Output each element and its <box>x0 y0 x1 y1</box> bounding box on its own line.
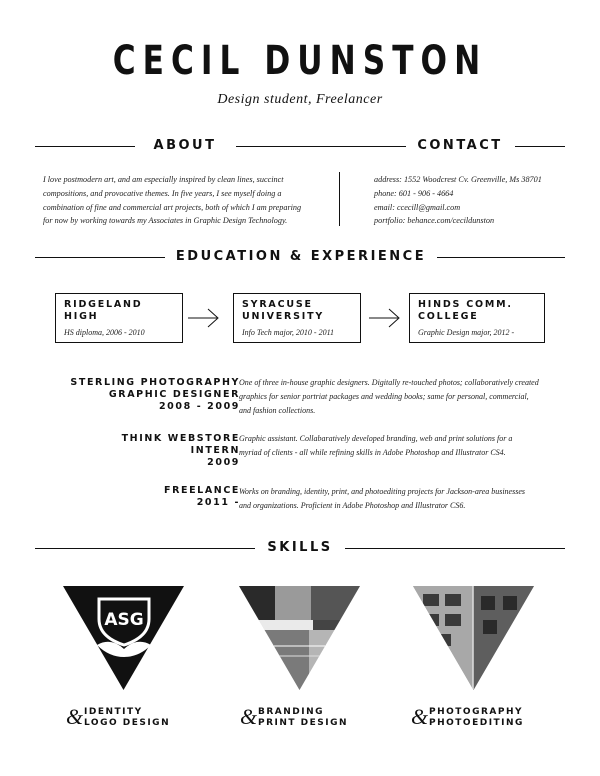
experience-dates: 2008 - 2009 <box>158 401 240 412</box>
contact-address: address: 1552 Woodcrest Cv. Greenville, Ms 38701 <box>374 175 542 184</box>
experience-desc-sterling <box>239 376 559 418</box>
contact-text <box>374 173 584 228</box>
experience-desc-line: One of three in-house graphic designers. Digitally re-touched photos; collaboratively created <box>239 378 539 387</box>
identity-logo-triangle <box>63 585 185 691</box>
about-line: combination of fine and commercial art projects, both of which I am preparing <box>43 202 302 212</box>
skill-label-line: IDENTITY <box>84 707 143 717</box>
education-heading: EDUCATION & EXPERIENCE <box>175 249 427 264</box>
about-text <box>43 173 343 228</box>
about-line: compositions, and provocative themes. In five years, I see myself doing a <box>43 188 282 198</box>
school-name-line: SYRACUSE <box>242 299 313 310</box>
about-contact-divider <box>339 172 340 226</box>
contact-heading: CONTACT <box>417 138 503 153</box>
skills-heading: SKILLS <box>267 540 333 555</box>
experience-company: FREELANCE <box>163 485 240 496</box>
contact-rule-right <box>515 146 565 147</box>
arrow-right-icon <box>187 307 221 329</box>
experience-role: INTERN <box>190 445 240 456</box>
about-line: for now by working towards my Associates in Graphic Design Technology. <box>43 216 288 226</box>
skill-label-line: PHOTOEDITING <box>429 718 524 728</box>
skill-label-line: PHOTOGRAPHY <box>429 707 523 717</box>
skill-label-identity <box>84 707 170 729</box>
skill-label-line: PRINT DESIGN <box>258 718 349 728</box>
education-box-ridgeland <box>55 293 183 343</box>
experience-desc-think <box>239 432 559 460</box>
experience-role: GRAPHIC DESIGNER <box>108 389 240 400</box>
school-name-line: COLLEGE <box>418 311 479 322</box>
school-name-line: UNIVERSITY <box>242 311 325 322</box>
experience-dates: 2009 <box>207 457 240 468</box>
skills-rule-left <box>35 548 255 549</box>
resume-name: CECIL DUNSTON <box>112 38 488 84</box>
skill-ampersand: & <box>66 704 84 729</box>
education-detail: Graphic Design major, 2012 - <box>418 328 515 337</box>
experience-company: STERLING PHOTOGRAPHY <box>70 377 240 388</box>
skill-label-branding <box>258 707 348 729</box>
about-rule-left <box>35 146 135 147</box>
about-line: I love postmodern art, and am especially inspired by clean lines, succinct <box>43 175 284 184</box>
school-name-line: RIDGELAND <box>64 299 143 310</box>
education-school-name <box>418 299 513 323</box>
about-heading: ABOUT <box>153 138 217 153</box>
resume-tagline: Design student, Freelancer <box>217 92 383 107</box>
education-detail: HS diploma, 2006 - 2010 <box>64 328 145 337</box>
experience-desc-line: myriad of clients - all while refining skills in Adobe Photoshop and Illustrator CS4. <box>239 448 506 457</box>
section-rule-middle <box>236 146 406 147</box>
experience-title-freelance <box>164 485 240 509</box>
school-name-line: HIGH <box>64 311 99 322</box>
skills-rule-right <box>345 548 565 549</box>
photography-triangle <box>413 586 535 692</box>
education-rule-right <box>437 257 565 258</box>
experience-desc-line: and organizations. Proficient in Adobe Photoshop and Illustrator CS6. <box>239 501 466 510</box>
experience-desc-line: and fashion collections. <box>239 406 316 415</box>
experience-desc-line: Graphic assistant. Collabaratively developed branding, web and print solutions for a <box>239 434 513 443</box>
education-school-name <box>64 299 142 323</box>
logo-text: ASG <box>104 610 144 630</box>
skill-label-line: BRANDING <box>258 707 325 717</box>
contact-email[interactable]: email: ccecill@gmail.com <box>374 202 461 212</box>
education-school-name <box>242 299 324 323</box>
experience-desc-freelance <box>239 485 559 513</box>
arrow-right-icon <box>368 307 402 329</box>
experience-company: THINK WEBSTORE <box>121 433 240 444</box>
experience-desc-line: Works on branding, identity, print, and photoediting projects for Jackson-area businesses <box>239 487 525 496</box>
experience-title-think <box>122 433 240 469</box>
school-name-line: HINDS COMM. <box>418 299 513 310</box>
skill-ampersand: & <box>411 704 429 729</box>
experience-title-sterling <box>70 377 240 413</box>
education-detail: Info Tech major, 2010 - 2011 <box>242 328 334 337</box>
branding-collage-triangle <box>239 586 361 692</box>
skill-label-photography <box>429 707 524 729</box>
education-rule-left <box>35 257 165 258</box>
experience-dates: 2011 - <box>196 497 240 508</box>
education-box-syracuse <box>233 293 361 343</box>
skill-label-line: LOGO DESIGN <box>84 718 171 728</box>
skill-ampersand: & <box>240 704 258 729</box>
contact-portfolio[interactable]: portfolio: behance.com/cecildunston <box>374 216 495 226</box>
experience-desc-line: graphics for senior portriat packages and wedding books; same for personal, commercial, <box>239 392 529 401</box>
contact-phone: phone: 601 - 906 - 4664 <box>374 188 454 198</box>
education-box-hinds <box>409 293 545 343</box>
